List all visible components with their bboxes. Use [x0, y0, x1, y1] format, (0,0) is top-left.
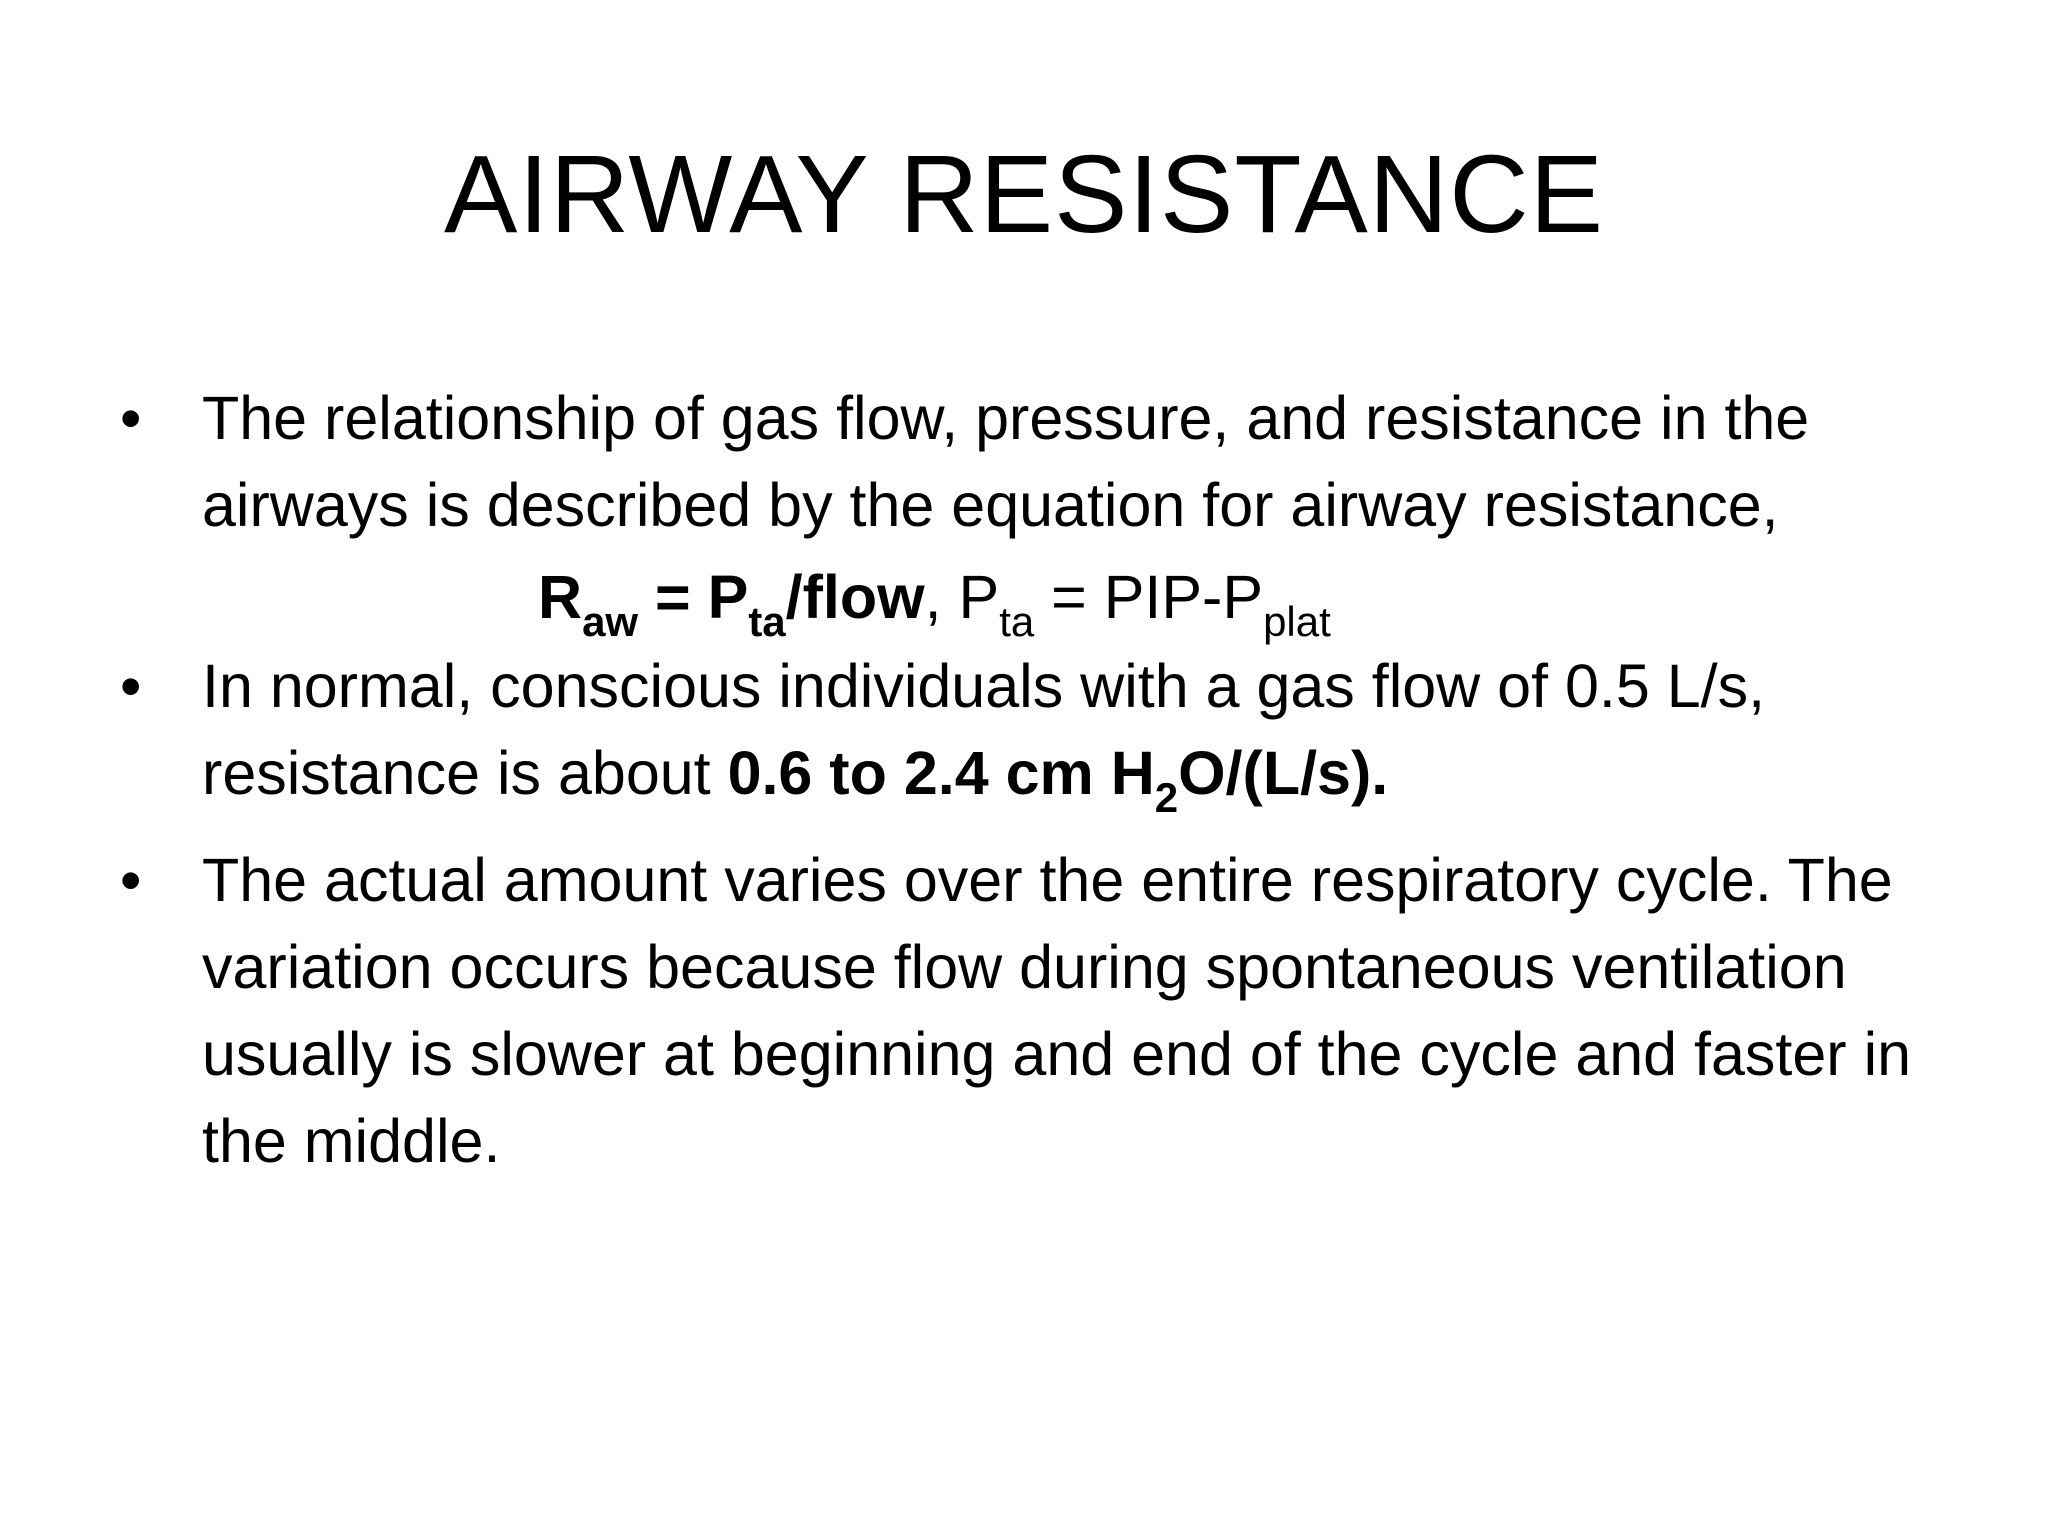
equation-pta-subscript: ta	[999, 598, 1035, 645]
bullet-icon: •	[120, 384, 142, 452]
slide-body	[120, 375, 1940, 1185]
bullet-item-3	[120, 837, 1940, 1185]
airway-resistance-equation	[120, 551, 1940, 643]
bullet-icon: •	[120, 846, 142, 914]
equation-equals-p: = P	[638, 563, 749, 631]
equation-r	[538, 563, 925, 645]
equation-plat-subscript: plat	[1263, 598, 1331, 645]
bullet-text-3: The actual amount varies over the entire respiratory cycle. The variation occurs because flow during spontaneous ventilation usually is slower at beginning and end of the cycle and faster in the middle.	[202, 846, 1912, 1175]
bullet-text-2-plain: In normal, conscious individuals with a gas flow of 0.5 L/s, resistance is about	[202, 652, 1766, 807]
resistance-range-unit: O/(L/s).	[1178, 739, 1389, 807]
resistance-range-value: 0.6 to 2.4 cm H	[727, 739, 1155, 807]
equation-r-symbol: R	[538, 563, 583, 631]
equation-r-subscript: aw	[582, 598, 639, 645]
bullet-text-1: The relationship of gas flow, pressure, and resistance in the airways is described by the equation for airway resistance,	[202, 384, 1810, 539]
equation-pta-def: , P	[924, 563, 1000, 631]
equation-pip-pplat: = PIP-P	[1034, 563, 1264, 631]
bullet-text-2	[202, 652, 1766, 821]
bullet-item-2	[120, 643, 1940, 821]
equation-p-subscript: ta	[748, 598, 786, 645]
bullet-item-1	[120, 375, 1940, 549]
slide-title: AIRWAY RESISTANCE	[443, 133, 1605, 256]
equation-flow: /flow	[785, 563, 925, 631]
resistance-range	[727, 739, 1389, 821]
bullet-icon: •	[120, 652, 142, 720]
h2o-subscript: 2	[1154, 774, 1179, 821]
